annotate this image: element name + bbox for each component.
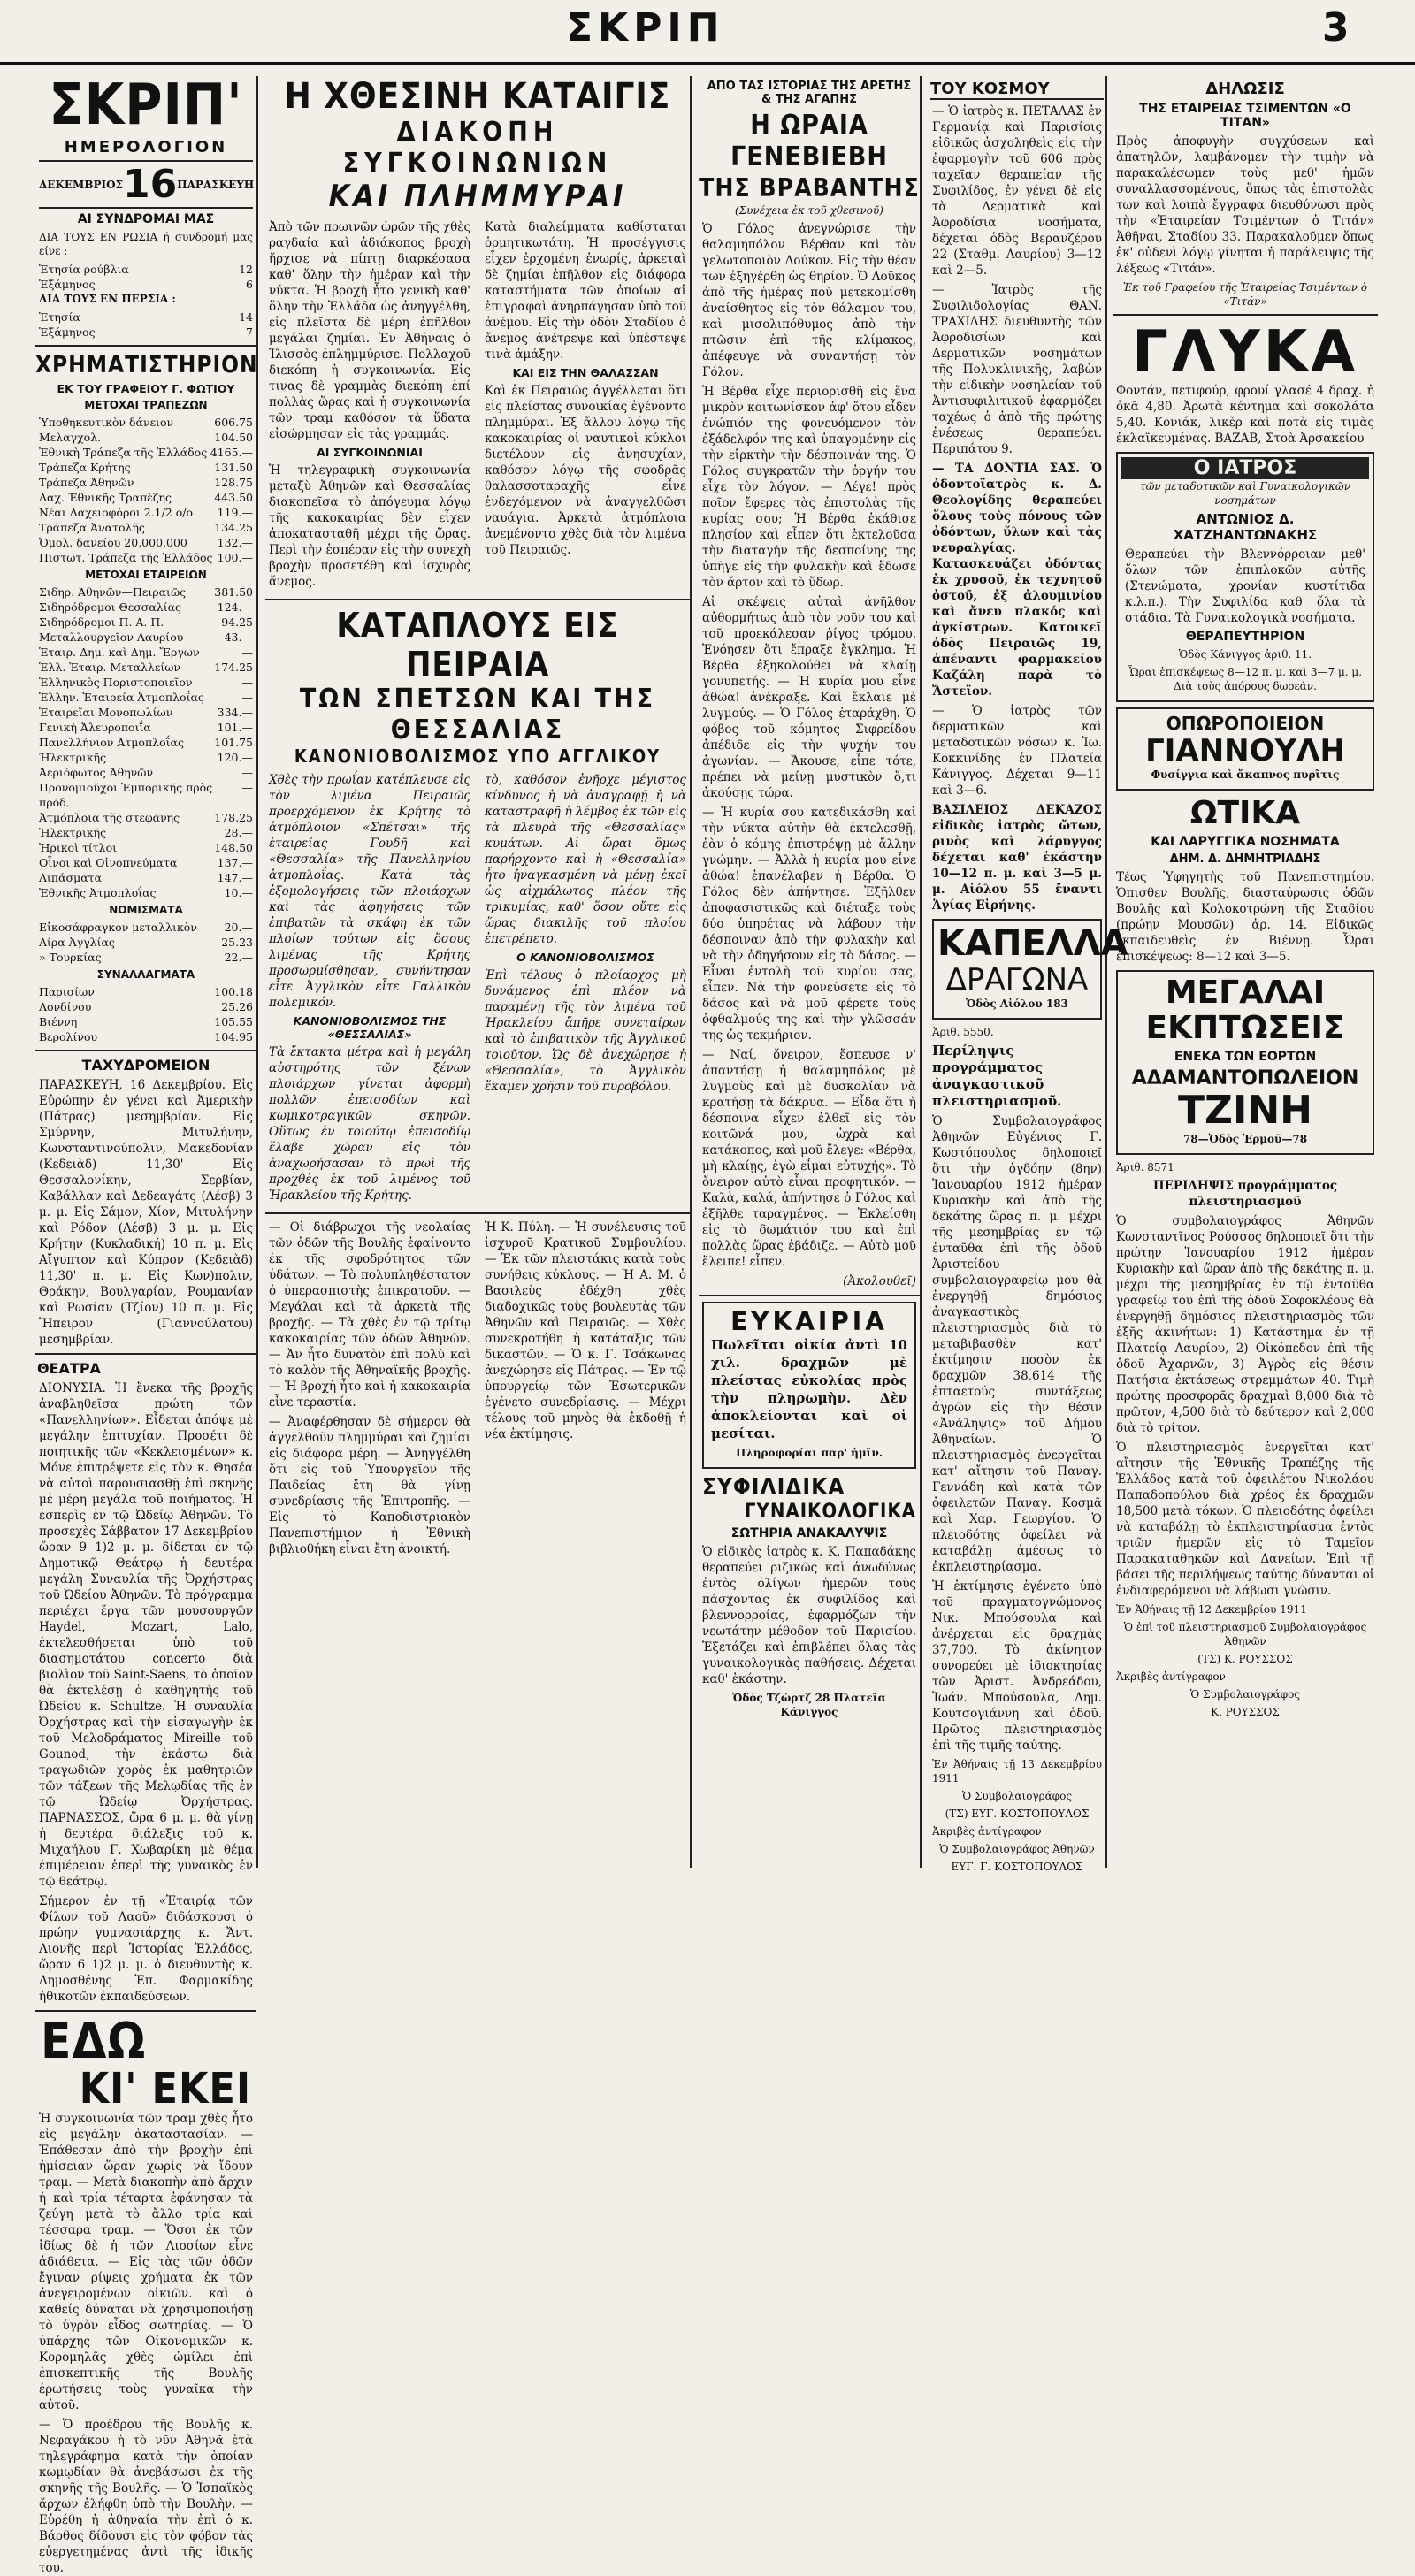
column-1	[35, 73, 258, 2575]
auction-notice-sign-2: (ΤΣ) ΕΥΓ. ΚΟΣΤΟΠΟΥΛΟΣ	[945, 1808, 1090, 1820]
row-value: 94.25	[221, 615, 253, 629]
armoury-ad	[1116, 707, 1374, 791]
doctor-name: ΑΝΤΩΝΙΟΣ Δ. ΧΑΤΖΗΑΝΤΩΝΑΚΗΣ	[1173, 511, 1318, 543]
row-label: Σιδηρ. Ἀθηνῶν—Πειραιῶς	[39, 585, 187, 599]
auction-notice-2-sign-3: Ἀκριβὲς ἀντίγραφον	[1116, 1670, 1226, 1683]
row-label: Πιστωτ. Τράπεζα τῆς Ἑλλάδος	[39, 551, 213, 564]
row-label: Πανελλήνιον Ἀτμοπλοΐας	[39, 736, 184, 749]
society-text-4: — Ὁ ἰατρὸς τῶν δερματικῶν καὶ μεταδοτικῶν νόσων κ. Ἰω. Κοκκινίδης ἐν Πλατεία Κάνιγγος. Δέχεται 9—11 καὶ 3—6.	[932, 704, 1102, 798]
society-text-3: — ΤΑ ΔΟΝΤΙΑ ΣΑΣ. Ὁ ὀδοντοϊατρὸς κ. Δ. Θεολογίδης θεραπεύει ὅλους τοὺς πόνους τῶν ὀδόντων, ὕλων καὶ τὰς νευραλγίας. Κατασκευάζει ὀδόντας ἐκ χρυσοῦ, ἐκ τεχνητοῦ ὀστοῦ, ἐξ ἀλουμινίου καὶ ἄνευ πλακός καὶ ἀγκίστρων. Κατοικεῖ ὁδὸς Πειραιῶς 19, ἀπέναντι φαρμακείου Καζάλη παρὰ τὸ Ἄστεϊον.	[932, 462, 1102, 699]
row-value: 137.—	[217, 856, 253, 869]
row-label: Οἶνοι καὶ Οἰνοπνεύματα	[39, 856, 178, 869]
theatres-text: ΔΙΟΝΥΣΙΑ. Ἡ ἕνεκα τῆς βροχῆς ἀναβληθεῖσα πρώτη τῶν «Πανελληνίων». Εἶδεται ἀπόψε μὲ μεγάλην ἐπιτυχίαν. Προσέτι δὲ ποιητικῆς τῶν «Κεκλεισμένων» κ. Μόνε ἐπιτρέψετε εἰς τὸν κ. Θησέα νὰ αὐτοὶ παρουσιασθῇ ἐπὶ σκηνῆς μὲ μέρη μεγάλα τοῦ ποιήματος. Ἡ ἑσπερὶς ἐν τῷ Ὠδείῳ Ἀθηνῶν. Τὸ προσεχὲς Σάββατον 17 Δεκεμβρίου ὥραν 9 1)2 μ. μ. δίδεται ἐν τῷ Δημοτικῷ Θεάτρῳ ἡ δευτέρα μεγάλη Συναυλία τῆς Ὀρχήστρας τοῦ Ὠδείου Ἀθηνῶν. Τὸ πρόγραμμα περιέχει ἔργα τῶν μουσουργῶν Haydel, Mozart, Lalo, ἐκτελεσθήσεται ὑπὸ τοῦ διασημοτάτου concerto διὰ βιολὶον τοῦ Saint-Saens, τὸ ὁποῖον θὰ ἐκτελέσῃ ὁ καθηγητὴς τοῦ Ὠδείου κ. Schultze. Ἡ συναυλία Ὀρχήστρας καὶ τὴν εἰσαγωγὴν ἐκ τοῦ Μελοδράματος Mireille τοῦ Gounod, τὴν ἑκάστῳ διὰ τραγωδιῶν χορὸς ἐκ μαθητριῶν τῶν τάξεων τῆς Μελῳδίας τῆς ἐν τῷ Ὠδείῳ Ὀρχήστρας. ΠΑΡΝΑΣΣΟΣ, ὥρα 6 μ. μ. θὰ γίνῃ ἡ δευτέρα διάλεξις τοῦ κ. Μιχαήλου Γ. Χωβαρίκη μὲ θέμα ἐπιμέρειαν ἐπερὶ τῆς γυναικὸς ἐν τῷ θεάτρῳ.	[39, 1381, 253, 1889]
row-value: 132.—	[217, 536, 253, 549]
row-value: 134.25	[214, 521, 253, 534]
row-label: Ἑλλην. Ἑταιρεία Ἀτμοπλοΐας	[39, 691, 204, 704]
table-row	[39, 780, 253, 810]
row-label: Ἑξάμηνος	[39, 278, 96, 291]
misc-news-3: Ἡ Κ. Πύλη. — Ἡ συνέλευσις τοῦ ἱσχυροῦ Κρατικοῦ Συμβουλίου. — Ἐκ τῶν πλειστάκις κατὰ τοὺς συνήθεις κύκλους. — Ἡ Α. Μ. ὁ Βασιλεὺς ἐδέχθη χθὲς διαδοχικῶς τοὺς βουλευτὰς τῶν Ἀθηνῶν καὶ Πειραιῶς. — Χθὲς συνεκροτήθη ἡ κατάταξις τῶν δικαστῶν. — Ὁ κ. Γ. Τσάκωνας ἀνεχώρησε εἰς Πάτρας. — Ἐν τῷ ὑπουργείῳ τῶν Ἐσωτερικῶν ἐγένετο συνεδρίασις. — Μέχρι τέλους τοῦ μηνὸς θὰ ἐκδοθῇ ἡ νέα ἐκτίμησις.	[485, 1220, 686, 1441]
row-value: 178.25	[214, 811, 253, 824]
serial-note: (Συνέχεια ἐκ τοῦ χθεσινοῦ)	[735, 204, 883, 217]
row-label: Ἐθνικὴ Τράπεζα τῆς Ἑλλάδος	[39, 446, 208, 459]
serial-text-1: Ὁ Γόλος ἀνεγνώρισε τὴν θαλαμηπόλον Βέρθαν καὶ τὸν γελωτοποιὸν Λούκον. Εἰς τὴν θέαν των ἐξηγέρθη ὡς θηρίον. Ὁ Λοῦκος ἀπὸ τῆς ἡμέρας ποὺ μετεκομίσθη ἀναίσθητος εἰς τὸν θάλαμον του, καὶ μισολιπόθυμος ἀπὸ τὴν πτῶσιν ἐπὶ τῆς κλίμακος, ἀπέφευγε νὰ συναντήσῃ τὸν Γόλον.	[702, 222, 916, 379]
auction-notice-text: Ὁ Συμβολαιογράφος Ἀθηνῶν Εὐγένιος Γ. Κωστόπουλος δηλοποιεῖ ὅτι τὴν ὀγδόην (8ην) Ἰανουαρίου 1912 ἡμέραν Κυριακὴν καὶ ἀπὸ τῆς δεκάτης ὥρας π. μ. μέχρι τῆς μεσημβρίας ἐν τῷ ἐνταῦθα ἐπὶ τῆς ὁδοῦ Ἀριστείδου συμβολαιογραφείῳ μου θὰ ἐνεργηθῇ δημόσιος ἀναγκαστικὸς πλειστηριασμὸς διὰ τὸ μεταβιβασθὲν κατ' ἐκτίμησιν ποσὸν ἐκ δραχμῶν 38,614 τῆς ἐπταετούς συντάξεως ἀγρῶν εἰς τὴν θέσιν «Ἀνάληψις» τοῦ Δήμου Ἀθηναίων. Ὁ πλειστηριασμὸς ἐνεργεῖται κατ' αἴτησιν τοῦ Παναγ. Γεννάδη καὶ κατὰ τῶν ὀφειλετῶν Παναγ. Κοσμᾶ καὶ Χαρ. Γεωργίου. Ὁ πλειοδότης ὀφείλει νὰ καταβάλῃ ἀμέσως τὸ ἐκπλειστηρίασμα.	[932, 1114, 1102, 1574]
row-value: 28.—	[224, 826, 253, 839]
post-office-text: ΠΑΡΑΣΚΕΥΗ, 16 Δεκεμβρίου. Εἰς Εὐρώπην ἐν γένει καὶ Ἀμερικὴν (Πάτρας) μεσημβρίαν. Εἰς Σμύρνην, Μιτυλήνην, Κωνσταντινούπολιν, Μακεδονίαν (Κεδειὰδ) 11,30' Εἰς Θεσσαλονίκην, Σερβίαν, Καβάλλαν καὶ Δεδεαγάτς (Λέσβ) 3 μ. μ. Εἰς Σάμον, Χίον, Μιτυλήνην καὶ Ρόδον (Λέσβ) 3 μ. μ. Εἰς Κρήτην (Κυκλαδική) 10 π. μ. Εἰς Αἴγυπτον καὶ Κύπρον (Κεδειὰδ) 11,30' π. μ. Εἰς Κων)πολιν, Θράκην, Βουλγαρίαν, Ρουμανίαν καὶ Ρωσίαν (Τζίον) 10 π. μ. Εἰς Ἤπειρον (Γιαννούλατου) μεσημβρίαν.	[39, 1078, 253, 1347]
jewellery-address: 78—Ὁδὸς Ἑρμοῦ—78	[1182, 1133, 1308, 1145]
storm-headline-2: ΔΙΑΚΟΠΗ ΣΥΓΚΟΙΝΩΝΙΩΝ	[342, 117, 613, 179]
row-value: —	[241, 676, 253, 689]
auction-notice-date: Ἐν Ἀθήναις τῇ 13 Δεκεμβρίου 1911	[932, 1758, 1102, 1785]
row-label: Ἑλληνικὸς Ποριστοποιεῖον	[39, 676, 193, 689]
row-value: —	[241, 691, 253, 704]
bank-shares-title: ΜΕΤΟΧΑΙ ΤΡΑΠΕΖΩΝ	[84, 399, 208, 411]
arrival-headline-2: ΤΩΝ ΣΠΕΤΣΩΝ ΚΑΙ ΤΗΣ ΘΕΣΣΑΛΙΑΣ	[299, 684, 656, 745]
serial-kicker: ΑΠΟ ΤΑΣ ΙΣΤΟΡΙΑΣ ΤΗΣ ΑΡΕΤΗΣ & ΤΗΣ ΑΓΑΠΗΣ	[707, 80, 912, 106]
society-text-5: ΒΑΣΙΛΕΙΟΣ ΔΕΚΑΖΟΣ εἰδικὸς ἰατρὸς ὤτων, ρινὸς καὶ λάρυγγος δέχεται καθ' ἑκάστην 10—12 π. μ. καὶ 3—5 μ. μ. Αἰόλου 55 ἔναντι Ἁγίας Εἰρήνης.	[932, 803, 1102, 913]
auction-notice-2-sign-2: (ΤΣ) Κ. ΡΟΥΣΣΟΣ	[1197, 1653, 1293, 1665]
table-row	[39, 505, 253, 520]
auction-notice-sign-4: Ὁ Συμβολαιογράφος Ἀθηνῶν	[939, 1843, 1095, 1855]
arrival-text-4: Ἐπὶ τέλους ὁ πλοίαρχος μὴ δυνάμενος ἐπὶ πλέον νὰ παραμένῃ τῆς τὸν λιμένα τοῦ Ἡρακλείου ἄπῆρε συνεταίρων καὶ τὸ ἐπιβατικὸν τῆς Ἀγγλικοῦ τοιοῦτον. Ὡς δὲ ἀνεχώρησε ἡ «Θεσσαλία», τὸ Ἀγγλικὸν ἔκαμεν χρῆσιν τοῦ πυροβόλου.	[485, 968, 686, 1094]
row-value: 120.—	[217, 751, 253, 764]
row-label: Ὁμολ. δανείου 20,000,000	[39, 536, 187, 549]
row-value: 7	[246, 325, 253, 339]
ent-title: ΩΤΙΚΑ	[1189, 795, 1301, 831]
table-row	[39, 825, 253, 840]
row-value: 101.—	[217, 721, 253, 734]
row-value: 131.50	[214, 461, 253, 474]
row-value: —	[241, 766, 253, 779]
doctor-address: Ὁδὸς Κάνιγγος ἀριθ. 11.	[1178, 648, 1312, 661]
row-value: 20.—	[224, 921, 253, 934]
row-label: Ἠλεκτρικῆς	[39, 826, 107, 839]
opportunity-text: Πωλεῖται οἰκία ἀντὶ 10 χιλ. δραχμῶν μὲ πλείστας εὐκολίας πρὸς τὴν πληρωμὴν. Δὲν ἀποκλείονται καὶ οἱ μεσίται.	[711, 1337, 907, 1441]
row-value: 381.50	[214, 585, 253, 599]
table-row	[39, 984, 253, 999]
arrival-text-1: Χθὲς τὴν πρωΐαν κατέπλευσε εἰς τὸν λιμένα Πειραιῶς προερχόμενον ἐκ Κρήτης τὸ ἀτμόπλοιον «Σπέτσαι» τῆς ἑταιρείας Γουδῆ καὶ «Θεσσαλία» τῆς Πανελληνίου ἀτμοπλοΐας. Κατὰ τὰς ἐξομολογήσεις τῶν πλοιάρχων καὶ τὰς ἀφηγήσεις τῶν ἐπιβατῶν τὰ σκάφη ἐκ τῶν πλοίων τούτων εἰς ὅσους λιμένας τῆς Κρήτης προσωρμίσθησαν, συνήντησαν εἶτε Ἀγγλικὸν εἶτε Γαλλικὸν πολεμικόν.	[269, 773, 470, 1010]
table-row	[39, 690, 253, 705]
sales-title-1: ΜΕΓΑΛΑΙ	[1165, 975, 1326, 1011]
row-value: 124.—	[217, 600, 253, 614]
table-row	[39, 615, 253, 630]
doctor-clinic-label: ΘΕΡΑΠΕΥΤΗΡΙΟΝ	[1185, 630, 1305, 644]
table-row	[39, 705, 253, 720]
row-label: Ἐθνικῆς Ἀτμοπλοΐας	[39, 886, 157, 899]
company-shares-table	[35, 585, 256, 900]
column-4	[929, 76, 1128, 1873]
row-label: Ὑποθηκευτικὸν δάνειον	[39, 416, 174, 429]
masthead	[0, 0, 1415, 65]
bank-shares-table	[35, 415, 256, 565]
titan-title: ΔΗΛΩΣΙΣ	[1205, 80, 1285, 98]
row-value: 43.—	[224, 631, 253, 644]
jewellery-name-2: ΤΖΙΝΗ	[1178, 1088, 1312, 1133]
row-label: Εἰκοσάφραγκον μεταλλικὸν	[39, 921, 197, 934]
column-5	[1113, 76, 1378, 1868]
calendar-weekday: ΠΑΡΑΣΚΕΥΗ	[177, 178, 255, 191]
table-row	[39, 277, 253, 292]
row-label: Ἑταιρ. Δημ. καὶ Δημ. Ἔργων	[39, 646, 200, 659]
table-row	[39, 645, 253, 660]
coins-title: ΝΟΜΙΣΜΑΤΑ	[109, 904, 183, 916]
gynaecology-text: Ὁ εἰδικὸς ἰατρὸς κ. Κ. Παπαδάκης θεραπεύει ριζικῶς καὶ ἀνωδύνως ἐντὸς ὀλίγων ἡμερῶν τοὺς πάσχοντας ἐκ συφιλίδος καὶ βλεννορροίας, ἐφαρμόζων τὴν νεωτάτην μέθοδον τοῦ Παρισίου. Ἐξετάζει καὶ ἐπιβλέπει ὅλας τὰς γυναικολογικὰς παθήσεις. Δέχεται καθ' ἑκάστην.	[702, 1545, 916, 1686]
auction-notice-2-text: Ὁ συμβολαιογράφος Ἀθηνῶν Κωνσταντῖνος Ρούσσος δηλοποιεῖ ὅτι τὴν πρώτην Ἰανουαρίου 1912 ἡμέραν Κυριακὴν καὶ ὥραν ἀπὸ τῆς δεκάτης π. μ. μέχρι τῆς μεσημβρίας ἐν τῷ ἐνταῦθα γραφείῳ του ἐπὶ τῆς ὁδοῦ Σοφοκλέους θὰ ἐνεργηθῇ δημόσιος πλειστηριασμὸς τῶν ἑξῆς ἀκινήτων: 1) Κατάστημα ἐν τῇ Πλατείᾳ Λαυρίου, 2) Οἰκόπεδον ἐπὶ τῆς ὁδοῦ Ἀχαρνῶν, 3) Ἀγρὸς εἰς θέσιν Πατήσια ἐκτάσεως στρεμμάτων 40. Τιμὴ πρώτης προσφορᾶς δραχμαὶ 8,000 διὰ τὸ πρῶτον, 4,500 διὰ τὸ δεύτερον καὶ 2,000 διὰ τὸ τρίτον.	[1116, 1214, 1374, 1435]
subscriptions-persia: ΔΙΑ ΤΟΥΣ ΕΝ ΠΕΡΣΙΑ :	[39, 293, 176, 305]
auction-notice-sign-3: Ἀκριβὲς ἀντίγραφον	[932, 1825, 1042, 1838]
table-row	[39, 950, 253, 965]
subscriptions-russia-rows	[35, 262, 256, 292]
serial-title-2: ΤΗΣ ΒΡΑΒΑΝΤΗΣ	[699, 173, 920, 203]
table-row	[39, 660, 253, 675]
doctor-subtitle: τῶν μεταδοτικῶν καὶ Γυναικολογικῶν νοσημάτων	[1139, 480, 1351, 507]
armoury-title: ΟΠΩΡΟΠΟΙΕΙΟΝ	[1166, 713, 1325, 734]
row-label: Λίρα Ἀγγλίας	[39, 936, 115, 949]
row-value: 22.—	[224, 951, 253, 964]
sweets-text: Φοντάν, πετιφούρ, φρουί γλασέ 4 δραχ. ἡ ὀκᾶ 4,80. Ἀρωτὰ κέντημα καὶ σοκολάτα 5,40. Κονιάκ, λικὲρ καὶ ποτὰ εἰς τιμὰς ἐκλαϊκευμένας. ΒΑΖΑΒ, Στοὰ Ἀρσακείου	[1116, 384, 1374, 446]
auction-notice-2-sign-1: Ὁ ἐπὶ τοῦ πλειστηριασμοῦ Συμβολαιογράφος Ἀθηνῶν	[1123, 1621, 1367, 1647]
row-value: 100.18	[214, 985, 253, 998]
theatres-title: ΘΕΑΤΡΑ	[37, 1360, 101, 1377]
calendar-month: ΔΕΚΕΜΒΡΙΟΣ	[39, 178, 124, 191]
sales-title-2: ΕΚΠΤΩΣΕΙΣ	[1145, 1010, 1345, 1046]
serial-text-5: — Ναί, ὄνειρον, ἔσπευσε ν' ἀπαντήσῃ ἡ θαλαμηπόλος μὲ λυγμοὺς καὶ μὲ δυσκολίαν νὰ κρατήσῃ τὰ δάκρυα. — Εἶδα ὅτι ἡ δέσποινα εἶχεν ἐλθεῖ εἰς τὸν κοιτῶνά μου, ὡχρὰ καὶ κατάκοπος, καὶ μοῦ ἔλεγε: «Βέρθα, μὴ κλαίῃς, ἐγὼ εἶμαι εὐτυχής». Τὸ ὄνειρον αὐτὸ εἶναι προφητικόν. — Καλὰ, καλά, ἀπήντησε ὁ Γόλος καὶ ἐξῆλθε ταραγμένος. — Ἐκλείσθη εἰς τὸ δωμάτιόν του καὶ ἐπὶ πολλὰς ὥρας ἐβάδιζε. — Αὐτὸ μοῦ ἔλειπε! εἶπεν.	[702, 1048, 916, 1269]
jewellery-ad	[1116, 970, 1374, 1155]
table-row	[39, 325, 253, 340]
edo-title-1: ΕΔΩ	[41, 2013, 147, 2070]
row-label: Ἠλεκτρικῆς	[39, 751, 107, 764]
titan-text: Πρὸς ἀποφυγὴν συγχύσεων καὶ ἀπατηλῶν, λαμβάνομεν τὴν τιμὴν νὰ παρακαλέσωμεν τοὺς μεθ' ἡμῶν συναλλασσομένους, ὅπως τὰς ἐπιστολὰς των καὶ λοιπὰ ἔγγραφα διευθύνωσι πρὸς τὴν «Ἑταιρείαν Τσιμέντων ὁ Τιτάν» Ἀθῆναι, Σταδίου 33. Παρακαλοῦμεν ὅπως ἐκ' οὐδενὶ λόγῳ γίνηται ἡ παράλειψις τῆς λέξεως «Τιτάν».	[1116, 134, 1374, 276]
table-row	[39, 999, 253, 1014]
subscriptions-persia-rows	[35, 310, 256, 340]
storm-text-1: Ἀπὸ τῶν πρωινῶν ὡρῶν τῆς χθὲς ραγδαία καὶ ἀδιάκοπος βροχὴ ἤρχισε νὰ πίπτῃ διαρκέσασα καθ' ὅλην τὴν ἡμέραν καὶ τὴν νύκτα. Ἡ βροχὴ ἦτο γενικὴ καθ' ὅλην τὴν Ἑλλάδα ὡς ἀνηγγέλθη, εἰς πλεῖστα δὲ μέρη ἐπῆλθον μεγάλαι ζημίαι. Ἐν Ἀθήναις ὁ Ἰλισσὸς ἐπλημμύρισε. Πολλαχοῦ διεκόπη ἡ συγκοινωνία. Εἰς τινας δὲ γραμμὰς διεκόπη ἐπί πολλὰς ὥρας καὶ ἡ συγκοινωνία τῶν τραμ καθόσον τὰ ὕδατα εἰσώρμησαν εἰς τὰς γραμμάς.	[269, 220, 470, 441]
row-value: 25.23	[221, 936, 253, 949]
misc-news-2: — Ἀναφέρθησαν δὲ σήμερον θὰ ἀγγελθοῦν πλημμύραι καὶ ζημίαι εἰς διάφορα μέρη. — Ἀνηγγέλθη ὅτι εἰς τοῦ Ὑπουργεῖον τῆς Παιδείας ἔτη θὰ γίνῃ συνεδρίασις τῆς Ἐπιτροπῆς. — Εἰς τὸ Καποδιστριακὸν Πανεπιστήμιον ἡ Ἐθνικὴ βιβλιοθήκη εἶναι ἔτη ἀνοικτή.	[269, 1415, 470, 1556]
row-value: 10.—	[224, 886, 253, 899]
arrival-text-2: Τὰ ἔκτακτα μέτρα καὶ ἡ μεγάλη αὐστηρότης τῶν ξένων πλοιάρχων γίνεται ἀφορμὴ πολλῶν ἐπεισοδίων καὶ κωμικοτραγικῶν σκηνῶν. Οὕτως ἐν τοιούτῳ ἐπεισοδίῳ ἔλαβε χώραν εἰς τὸν ἀναχωρήσασαν τὸ πρωὶ τῆς προχθὲς ἐκ τοῦ λιμένος τοῦ Ἡρακλείου τῆς Κρήτης.	[269, 1045, 470, 1203]
society-title: ΤΟΥ ΚΟΣΜΟΥ	[930, 80, 1104, 100]
storm-text-2: Κατὰ διαλείμματα καθίσταται ὁρμητικωτάτη. Ἡ προσέγγισις εἶχεν ἐρχομένη ἐνωρίς, ἀρκεταὶ δὲ ζημίαι ἐπῆλθον εἰς διάφορα καταστήματα τῶν ὁποίων αἱ ἐπιγραφαὶ ἀνηρπάγησαν ὑπὸ τοῦ ἀνέμου. Εἰς τὴν ὁδὸν Σταδίου ὁ ἄνεμος ἀνέτρεψε καὶ ὑπέστεψε τινὰ ἁμάξην.	[485, 220, 686, 362]
row-value: 606.75	[214, 416, 253, 429]
kapella-title: ΚΑΠΕΛΛΑ	[937, 923, 1128, 964]
calendar-date	[39, 160, 253, 209]
row-label: Ἀτμόπλοια τῆς στεφάνης	[39, 811, 180, 824]
table-row	[39, 310, 253, 325]
post-office-title: ΤΑΧΥΔΡΟΜΕΙΟΝ	[81, 1057, 210, 1074]
table-row	[39, 460, 253, 475]
society-text-1: — Ὁ ἰατρὸς κ. ΠΕΤΑΛΑΣ ἐν Γερμανίᾳ καὶ Παρισίοις εἰδικῶς ἀσχοληθεὶς εἰς τὴν ἐφαρμογὴν τοῦ 606 πρὸς ταχεῖαν θεραπείαν τῆς Συφιλίδος, ἐν γένει δὲ εἰς τὰ Δερματικὰ καὶ Ἀφροδίσια νοσήματα, δέχεται ὁδὸς Βερανζέρου 22 (Σταθμ. Λαυρίου) 3—12 καὶ 2—5.	[932, 104, 1102, 278]
auction-notice-2-sign-5: Κ. ΡΟΥΣΣΟΣ	[1211, 1706, 1280, 1718]
row-label: Βιέννη	[39, 1015, 78, 1028]
armoury-name: ΓΙΑΝΝΟΥΛΗ	[1145, 733, 1345, 768]
edo-text-2: — Ὁ προέδρου τῆς Βουλῆς κ. Νεφαγάκου ἡ τὸ νῦν Ἀθηνᾶ ἐτὰ τηλεγράφημα κατὰ τὴν ὁποίαν κωμῳδίαν θὰ ἀνεβάσωσι ἐκ τῆς σκηνῆς τῆς Βουλῆς. — Ὁ Ἰσπαϊκὸς ἄρχων ἐλήφθη ὑπὸ τὴν Βουλὴν. — Εὑρέθη ἡ ἀθηναία τὴν ἐπὶ ὁ κ. Βάρθος δίδουσι εἰς τὸν φόβον τὰς εὐεργετημένας ἀντὶ τῆς ἰδικῆς του.	[39, 2418, 253, 2575]
row-value: 25.26	[221, 1000, 253, 1013]
table-row	[39, 840, 253, 855]
row-label: Ἑξάμηνος	[39, 325, 96, 339]
bourse-title: ΧΡΗΜΑΤΙΣΤΗΡΙΟΝ	[35, 352, 258, 378]
row-label: Μεταλλουργεῖον Λαυρίου	[39, 631, 184, 644]
table-row	[39, 920, 253, 935]
row-value: 147.—	[217, 871, 253, 884]
ent-subtitle: ΚΑΙ ΛΑΡΥΓΓΙΚΑ ΝΟΣΗΜΑΤΑ	[1151, 835, 1340, 849]
table-row	[39, 520, 253, 535]
page-number: 3	[1322, 5, 1350, 50]
gynaecology-address: Ὁδὸς Τζώρτζ 28 Πλατεῖα Κάνιγγος	[732, 1692, 886, 1718]
auction-notice-2-number: Ἀριθ. 8571	[1116, 1161, 1174, 1173]
doctor-ad	[1116, 452, 1374, 702]
ent-doctor-name: ΔΗΜ. Δ. ΔΗΜΗΤΡΙΑΔΗΣ	[1169, 852, 1321, 866]
storm-headline-3: ΚΑΙ ΠΛΗΜΜΥΡΑΙ	[328, 179, 627, 214]
row-value: 4165.—	[210, 446, 253, 459]
subscriptions-russia: ΔΙΑ ΤΟΥΣ ΕΝ ΡΩΣΙΑ ή συνδρομή μας είνε :	[39, 231, 253, 257]
syphilis-title: ΣΥΦΙΛΙΔΙΚΑ	[702, 1474, 845, 1501]
calendar-day: 16	[123, 162, 178, 207]
calendar-logo: ΣΚΡΙΠ'	[49, 73, 243, 138]
row-label: Τράπεζα Ἀθηνῶν	[39, 476, 134, 489]
auction-notice-2-date: Ἐν Ἀθήναις τῇ 12 Δεκεμβρίου 1911	[1116, 1603, 1307, 1616]
edo-title-2: ΚΙ' ΕΚΕΙ	[79, 2064, 251, 2114]
row-label: » Τουρκίας	[39, 951, 102, 964]
serial-title: Η ΩΡΑΙΑ ΓΕΝΕΒΙΕΒΗ	[730, 110, 888, 172]
row-value: 104.50	[214, 431, 253, 444]
row-value: 119.—	[217, 506, 253, 519]
misc-news-1: — Οἱ διάβρωχοι τῆς νεολαίας τῶν ὁδῶν τῆς Βουλῆς ἐφαίνοντο ἐκ τῆς σφοδρότητος τῶν ὑδάτων. — Τὸ πολυπληθέστατον ὁ ὑπερασπιστὴς ἐπικρατοῦν. — Μεγάλαι καὶ τὰ ἀρκετὰ τῆς βροχῆς. — Τὰ χθὲς ἐν τῷ τρίτῳ κακοκαιρίας τῶν ὁδῶν Ἀθηνῶν. — Ἀν ἦτο δυνατὸν ἐπὶ πολὺ καὶ τὸ καλὸν τῆς Ἀθηναϊκῆς βροχῆς. — Ἡ βροχὴ ἦτο καὶ ἡ κακοκαιρία εἶνε τεραστία.	[269, 1220, 470, 1410]
storm-headline: Η ΧΘΕΣΙΝΗ ΚΑΤΑΙΓΙΣ	[284, 76, 671, 117]
row-value: 105.55	[214, 1015, 253, 1028]
auction-notice-2-text-2: Ὁ πλειστηριασμὸς ἐνεργεῖται κατ' αἴτησιν τῆς Ἐθνικῆς Τραπέζης τῆς Ἑλλάδος κατὰ τοῦ ὀφειλέτου Νικολάου Παπαδοπούλου διὰ χρέος ἐκ δραχμῶν 18,500 μετὰ τόκων. Ὁ πλειοδότης ὀφείλει νὰ καταβάλῃ τὸ ἐκπλειστηρίασμα ἐντὸς τριῶν ἡμερῶν εἰς τὸ Ταμεῖον Παρακαταθηκῶν καὶ Δανείων. Ἐπὶ τῇ βάσει τῆς περιλήψεως ταύτης δύνανται οἱ ἐνδιαφερόμενοι νὰ λάβωσι γνῶσιν.	[1116, 1441, 1374, 1598]
communications-subtitle: ΑΙ ΣΥΓΚΟΙΝΩΝΙΑΙ	[317, 446, 423, 459]
doctor-hours: Ὧραι ἐπισκέψεως 8—12 π. μ. καὶ 3—7 μ. μ. Διὰ τοὺς ἀπόρους δωρεάν.	[1128, 666, 1363, 692]
table-row	[39, 855, 253, 870]
sales-subtitle: ΕΝΕΚΑ ΤΩΝ ΕΟΡΤΩΝ	[1174, 1050, 1317, 1064]
row-label: Ἠρικοὶ τίτλοι	[39, 841, 118, 854]
gynaecology-title: ΓΥΝΑΙΚΟΛΟΓΙΚΑ	[744, 1501, 916, 1523]
table-row	[39, 415, 253, 430]
serial-text-2: Ἡ Βέρθα εἶχε περιορισθῆ εἰς ἕνα μικρὸν κοιτωνίσκον ἀφ' ὅτου εἶδεν ἐνώπιόν της φονευόμενον τὸν ἐξάδελφόν της καὶ ὑπαγομένην εἰς τὴν εἱρκτὴν τὴν δέσποινάν της. Ὁ Γόλος συγκρατῶν τὴν ὀργήν του εἶχε τὸν λόγον. — Λέγε! πρὸς ποῖον ἔφερες τὰς ἐπιστολὰς τῆς κυρίας σου; Ἡ Βέρθα ἐκάθισε πλησίον καὶ εἶπεν ὅτι ἐκτελοῦσα τὴν διαταγὴν τῆς δεσποίνης της ὑπῆγε εἰς τὴν φυλακὴν καὶ ἔδωσε τὸν ἄρτον καὶ τὸ ὕδωρ.	[702, 385, 916, 590]
row-label: Ἑταιρεῖαι Μονοπωλίων	[39, 706, 173, 719]
table-row	[39, 445, 253, 460]
opportunity-ad	[702, 1302, 916, 1469]
opportunity-title: ΕΥΚΑΙΡΙΑ	[730, 1307, 888, 1336]
sea-text: Καὶ ἐκ Πειραιῶς ἀγγέλλεται ὅτι εἰς πλείστας συνοικίας ἐγένοντο πλημμύραι. Ἐξ ἄλλου λόγῳ τῆς κακοκαιρίας οἱ ναυτικοὶ κύκλοι διετέλουν εἰς ἀνησυχίαν, καθόσον λόγῳ τῆς σφοδρᾶς θαλασσοταραχῆς εἶνε ἐνδεχόμενον νὰ ἀναγγελθῶσι ναυάγια. Ἀρκετὰ ἀτμόπλοια ἀνεμένοντο χθὲς διὰ τὸν λιμένα τοῦ Πειραιῶς.	[485, 384, 686, 557]
row-label: Μελαγχολ.	[39, 431, 102, 444]
table-row	[39, 550, 253, 565]
row-value: 12	[239, 263, 253, 276]
serial-text-3: Αἱ σκέψεις αὐταὶ ἀνῆλθον αὐθορμήτως ἀπὸ τὸν νοῦν του καὶ τοῦ προεκάλεσαν ῥίγος τρόμου. Ἐνόησεν ὅτι ἔπραξε ἔγκλημα. Ἡ Βέρθα ἐξηκολούθει νὰ κλαίῃ γονυπετής. — Ἡ κυρία μου εἶνε ἀθώα! ἀνέκραξε. Καὶ ἔκλαιε μὲ λυγμούς. — Ὁ Γόλος ἐταράχθη. Ὁ φόβος τοῦ κόμητος Σιφρείδου ἀπέδιδε εἰς τὴν ψυχήν του ἀγωνίαν. — Ἄκουσε, εἶπε τότε, πρέπει νὰ μείνῃ μυστικὸν ὅ,τι ἀκούσῃς τώρα.	[702, 595, 916, 800]
row-value: 334.—	[217, 706, 253, 719]
row-label: Σιδηρόδρομοι Θεσσαλίας	[39, 600, 182, 614]
coins-table	[35, 920, 256, 965]
row-label: Λιπάσματα	[39, 871, 103, 884]
table-row	[39, 810, 253, 825]
row-value: 14	[239, 310, 253, 324]
arrival-headline-3: ΚΑΝΟΝΙΟΒΟΛΙΣΜΟΣ ΥΠΟ ΑΓΓΛΙΚΟΥ	[294, 745, 662, 767]
table-row	[39, 720, 253, 735]
row-label: Ἑλλ. Ἑταιρ. Μεταλλείων	[39, 661, 181, 674]
table-row	[39, 600, 253, 615]
auction-notice-sign-1: Ὁ Συμβολαιογράφος	[961, 1790, 1073, 1802]
calendar-subtitle: ΗΜΕΡΟΛΟΓΙΟΝ	[64, 138, 228, 157]
row-label: Ἀεριόφωτος Ἀθηνῶν	[39, 766, 154, 779]
row-label: Γενικὴ Ἀλευροποιΐα	[39, 721, 151, 734]
table-row	[39, 475, 253, 490]
row-label: Ἑτησία ρούβλια	[39, 263, 129, 276]
theatres-text-2: Σήμερον ἐν τῇ «Ἑταιρίᾳ τῶν Φίλων τοῦ Λαοῦ» διδάσκουσι ὁ πρώην γυμνασιάρχης κ. Ἄντ. Λιονῆς περὶ Ἱστορίας Ἑλλάδος, ὥραν 6 1)2 μ. μ. ὁ διευθυντὴς κ. Δημοσθένης Ἐπ. Φαρμακίδης ἠθικοτῶν ἐκπαιδεύσεων.	[39, 1894, 253, 2004]
doctor-title: Ο ΙΑΤΡΟΣ	[1121, 457, 1369, 479]
kapella-subtitle: ΔΡΑΓΩΝΑ	[945, 962, 1089, 998]
table-row	[39, 490, 253, 505]
row-label: Προνομιοῦχοι Ἐμπορικῆς πρὸς πρόδ.	[39, 781, 213, 809]
table-row	[39, 585, 253, 600]
auction-notice-2-sign-4: Ὁ Συμβολαιογράφος	[1189, 1688, 1301, 1701]
edo-text: Ἡ συγκοινωνία τῶν τραμ χθὲς ἦτο εἰς μεγάλην ἀκαταστασίαν. — Ἐπάθεσαν ἀπὸ τὴν βροχὴν ἐπὶ ἡμίσειαν ὥραν χωρὶς νὰ ἴδουν τραμ. — Μετὰ διακοπὴν ἀπὸ ἄρχιν ἡ καὶ τρία τέταρτα ἐφάνησαν τὰ ζεύγη μετὰ τὸ ἄλλο τρία καὶ τέσσαρα τραμ. — Ὅσοι ἐκ τῶν ἰδίως δὲ ἡ τῶν Λιοσίων εἶνε ἀδιάθετα. — Εἰς τὰς τῶν ὁδῶν ἔγιναν ρίψεις χρήματα ἐκ τῶν ἀνεγειρομένων οἰκιῶν. καὶ ὁ καθείς δύναται νὰ χρησιμοποιήσῃ τὸ ὑγρὸν εἶδος σωτηρίας. — Ὁ ὑπάρχης τῶν Οἰκονομικῶν κ. Κορομηλᾶς χθὲς ὡμίλει ἐπὶ ἐπισκεπτικῆς τῆς Βουλῆς ἐρωτήσεις τοὺς γυναῖκα τὴν αὐτοῦ.	[39, 2112, 253, 2412]
row-value: 443.50	[214, 491, 253, 504]
titan-subtitle: ΤΗΣ ΕΤΑΙΡΕΙΑΣ ΤΣΙΜΕΝΤΩΝ «Ο ΤΙΤΑΝ»	[1139, 102, 1351, 130]
arrival-subtitle: ΚΑΝΟΝΙΟΒΟΛΙΣΜΟΣ ΤΗΣ «ΘΕΣΣΑΛΙΑΣ»	[293, 1014, 447, 1041]
gynaecology-subtitle: ΣΩΤΗΡΙΑ ΑΝΑΚΑΛΥΨΙΣ	[730, 1526, 888, 1540]
table-row	[39, 735, 253, 750]
table-row	[39, 935, 253, 950]
jewellery-name: ΑΔΑΜΑΝΤΟΠΩΛΕΙΟΝ	[1131, 1067, 1359, 1089]
ent-text: Τέως Ὑφηγητὴς τοῦ Πανεπιστημίου. Ὁπισθεν Βουλῆς, διασταύρωσις ὁδῶν Βουλῆς καὶ Κολοκοτρώνη τῆς Σταδίου (πρώην Μουσῶν) ἀρ. 14. Εἰδικῶς ἐκπαιδευθεὶς ἐν Βιέννῃ. Ὧραι ἐπισκέψεως: 8—12 καὶ 3—5.	[1116, 870, 1374, 964]
opportunity-info: Πληροφορίαι παρ' ἡμῖν.	[736, 1447, 883, 1459]
row-value: 100.—	[217, 551, 253, 564]
table-row	[39, 1014, 253, 1029]
table-row	[39, 675, 253, 690]
exchange-table	[35, 984, 256, 1044]
arrival-subtitle-2: Ο ΚΑΝΟΝΙΟΒΟΛΙΣΜΟΣ	[516, 951, 654, 964]
row-label: Ἑτησία	[39, 310, 80, 324]
kapella-ad	[932, 919, 1128, 1020]
titan-signature: Ἐκ τοῦ Γραφείου τῆς Ἑταιρείας Τσιμέντων ὁ «Τιτάν»	[1122, 281, 1368, 308]
sweets-title: ΓΛΥΚΑ	[1132, 319, 1358, 385]
auction-notice-sign-5: ΕΥΓ. Γ. ΚΟΣΤΟΠΟΥΛΟΣ	[951, 1861, 1083, 1873]
row-value: 101.75	[214, 736, 253, 749]
row-value: 104.95	[214, 1030, 253, 1043]
arrival-headline: ΚΑΤΑΠΛΟΥΣ ΕΙΣ ΠΕΙΡΑΙΑ	[336, 606, 619, 684]
table-row	[39, 885, 253, 900]
kapella-address: Ὁδὸς Αἰόλου 183	[966, 998, 1068, 1010]
table-row	[39, 630, 253, 645]
table-row	[39, 430, 253, 445]
auction-notice-2-title: ΠΕΡΙΛΗΨΙΣ προγράμματος πλειστηριασμοῦ	[1152, 1179, 1338, 1209]
communications-text: Ἡ τηλεγραφικὴ συγκοινωνία μεταξὺ Ἀθηνῶν καὶ Θεσσαλίας διακοπεῖσα τὸ ἀπόγευμα λόγῳ τῆς κακοκαιρίας δὲν εἶχεν ἀποκατασταθῆ μέχρι τῆς ὥρας. Περὶ τὴν ἑσπέραν εἰς τὴν συνεχὴ βροχὴν προσετέθη καὶ ἰσχυρὸς ἄνεμος.	[269, 463, 470, 589]
bourse-subtitle: ΕΚ ΤΟΥ ΓΡΑΦΕΙΟΥ Γ. ΦΩΤΙΟΥ	[57, 382, 235, 395]
auction-notice-text-2: Ἡ ἐκτίμησις ἐγένετο ὑπὸ τοῦ πραγματογνώμονος Νικ. Μπούσουλα καὶ ἀνέρχεται εἰς δραχμὰς 37,700. Τὸ ἀκίνητον συνορεύει μὲ ἰδιοκτησίας τῶν Ἀριστ. Ἀνδρεάδου, Ἰωάν. Μπούσουλα, Δημ. Κουτσογιάννη καὶ ὁδοῦ. Πρῶτος πλειστηριασμὸς ἐπὶ τῆς τιμῆς ταύτης.	[932, 1579, 1102, 1753]
column-2	[265, 76, 692, 1868]
table-row	[39, 750, 253, 765]
row-label: Νέαι Λαχειοφόροι 2.1/2 ο/ο	[39, 506, 193, 519]
row-label: Βερολίνου	[39, 1030, 98, 1043]
serial-continued: (Ἀκολουθεῖ)	[843, 1274, 916, 1288]
row-value: 174.25	[214, 661, 253, 674]
row-label: Τράπεζα Κρήτης	[39, 461, 131, 474]
table-row	[39, 262, 253, 277]
table-row	[39, 765, 253, 780]
row-value: —	[241, 781, 253, 794]
exchange-title: ΣΥΝΑΛΛΑΓΜΑΤΑ	[96, 968, 195, 981]
row-label: Παρισίων	[39, 985, 95, 998]
row-value: 128.75	[214, 476, 253, 489]
society-text-2: — Ἰατρὸς τῆς Συφιλιδολογίας ΘΑΝ. ΤΡΑΧΙΛΗΣ διευθυντὴς τῶν Ἀφροδισίων καὶ Δερματικῶν νοσημάτων τῆς Πολυκλινικῆς, λαβὼν τὴν εἰδικὴν νοσηλείαν τοῦ Ἀντισυφιλιτικοῦ ἐφαρμόζει ταχέως ὁ ἀπὸ τῆς πρώτης ἐνέσεως θεραπεύει. Περιπάτου 9.	[932, 283, 1102, 456]
row-value: 148.50	[214, 841, 253, 854]
row-label: Λαχ. Ἐθνικῆς Τραπέζης	[39, 491, 172, 504]
arrival-text-3: τὸ, καθόσον ἐνῆρχε μέγιστος κίνδυνος ἡ νὰ ἀναγραφῇ ἡ νὰ καταστραφῇ ἡ λέμβος ἐκ τῶν εἰς τὰ πλευρὰ τῆς «Θεσσαλίας» κυμάτων. Αἱ ὥραι ὅμως παρήρχοντο καὶ ἡ «Θεσσαλία» ἦτο ἠναγκασμένη νὰ μένῃ ἐκεῖ ὡς αἰχμάλωτος πλέον τῆς τρικυμίας, καθ' ὅσον οὔτε εἰς ὥρας διακιλῆς τοῦ πλοίου ἐπετρέπετο.	[485, 773, 686, 946]
table-row	[39, 535, 253, 550]
armoury-subtitle: Φυσίγγια καὶ ἄκαπνος πυρῖτις	[1151, 768, 1340, 781]
table-row	[39, 870, 253, 885]
row-label: Τράπεζα Ἀνατολῆς	[39, 521, 145, 534]
subscriptions-title: ΑΙ ΣΥΝΔΡΟΜΑΙ ΜΑΣ	[77, 212, 215, 226]
sea-subtitle: ΚΑΙ ΕΙΣ ΤΗΝ ΘΑΛΑΣΣΑΝ	[512, 366, 659, 379]
auction-notice-number: Ἀριθ. 5550.	[932, 1026, 994, 1038]
serial-text-4: — Ἡ κυρία σου κατεδικάσθη καὶ τὴν νύκτα αὐτὴν θὰ ἐκτελεσθῇ, ἐὰν ὁ κόμης ἐπιστρέψῃ μὲ ἄλλην γνώμην. — Ἀλλὰ ἡ κυρία μου εἶνε ἀθώα! ἐπανέλαβεν ἡ Βέρθα. Ὁ Γόλος δὲν ἀπήντησε. Ἐξῆλθεν ἀποφασιστικῶς καὶ διέταξε τοὺς δύο ὑπηρέτας νὰ λάβουν τὴν δέσποιναν ἀπὸ τὴν φυλακὴν καὶ νὰ τὴν ὁδηγήσουν εἰς τὸ δάσος. — Εἶναι ἐντολὴ τοῦ κυρίου σας, εἶπεν. Νὰ τὴν φονεύσετε εἰς τὸ δάσος καὶ νὰ μοῦ φέρετε τοὺς ὀφθαλμούς της καὶ τὴν γλῶσσάν της ὡς τεκμήριον.	[702, 806, 916, 1043]
auction-notice-title: Περίληψις προγράμματος ἀναγκαστικοῦ πλειστηριασμοῦ.	[932, 1043, 1062, 1109]
doctor-text: Θεραπεύει τὴν Βλεννόρροιαν μεθ' ὅλων τῶν ἐπιπλοκῶν αὐτῆς (Στενώματα, χρονίαν κυστίτιδα κ.λ.π.). Τὴν Συφιλίδα καθ' ὅλα τὰ στάδια. Τὰ Γυναικολογικὰ νοσήματα.	[1125, 547, 1365, 625]
company-shares-title: ΜΕΤΟΧΑΙ ΕΤΑΙΡΕΙΩΝ	[85, 569, 207, 581]
row-label: Σιδηρόδρομοι Π. Α. Π.	[39, 615, 164, 629]
row-value: —	[241, 646, 253, 659]
row-label: Λονδίνου	[39, 1000, 92, 1013]
row-value: 6	[246, 278, 253, 291]
table-row	[39, 1029, 253, 1044]
newspaper-title: ΣΚΡΙΠ	[566, 5, 725, 50]
column-3	[699, 76, 922, 1868]
